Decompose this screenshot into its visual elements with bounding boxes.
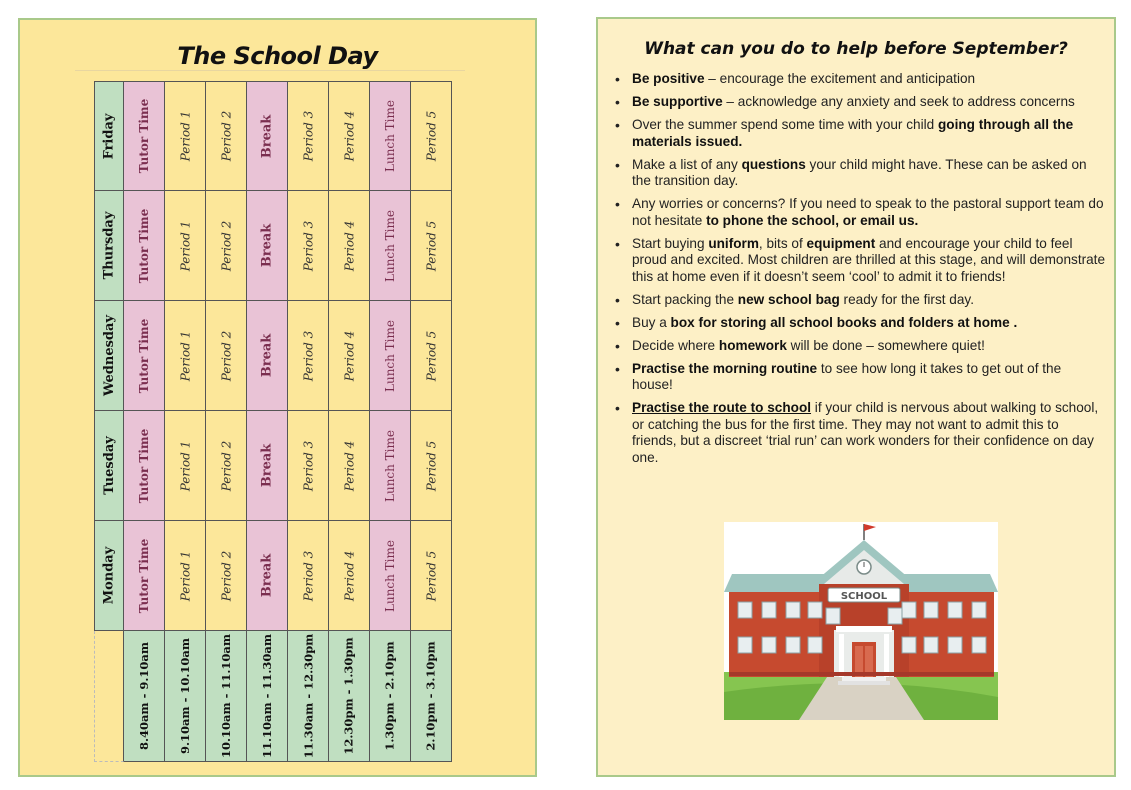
day-header-friday-label: Friday — [101, 113, 117, 159]
slot-cell-label: Lunch Time — [383, 429, 398, 502]
tip-text: Buy a — [632, 314, 671, 330]
tip-item — [615, 292, 1105, 309]
slot-cell — [288, 191, 329, 301]
tip-text: if your child is nervous about walking to school, or catching the bus for the first time. They may not want to admit this to friends, but a discreet ‘trial run’ can work wonders for their confidence on day one. — [632, 400, 1099, 465]
slot-cell-label: Period 5 — [424, 550, 439, 601]
tip-text: – encourage the excitement and anticipation — [704, 71, 976, 86]
slot-cell — [206, 81, 247, 191]
slot-cell-label: Period 2 — [219, 110, 234, 162]
slot-cell-label: Period 1 — [178, 330, 193, 381]
slot-cell-label: Period 1 — [178, 110, 193, 162]
slot-cell — [124, 411, 165, 521]
slot-cell — [288, 521, 329, 631]
tip-emphasis: questions — [741, 156, 806, 172]
slot-cell — [329, 81, 370, 191]
slot-cell — [247, 301, 288, 411]
time-label — [370, 631, 411, 762]
tip-text: will be done – somewhere quiet! — [786, 337, 985, 353]
tip-item — [615, 117, 1105, 150]
timetable-title: The School Day — [177, 42, 378, 70]
slot-cell-label: Period 3 — [301, 220, 316, 271]
day-header-monday — [94, 521, 124, 631]
slot-cell — [411, 521, 452, 631]
slot-cell-label: Period 5 — [424, 440, 439, 491]
tip-text: to see how long it takes to get out of the house! — [632, 360, 1062, 392]
slot-cell-label: Period 4 — [342, 330, 357, 381]
tip-text: and encourage your child to feel proud and excited. Most children are thrilled at this stage, and will demonstrate this at home even if it doesn’t seem ‘cool’ to admit it to friends! — [632, 235, 1106, 284]
slot-cell — [124, 301, 165, 411]
tips-title: What can you do to help before September? — [644, 39, 1068, 59]
tip-item — [615, 71, 1105, 88]
day-header-thursday-label: Thursday — [101, 211, 117, 280]
slot-cell-label: Period 2 — [219, 440, 234, 491]
day-header-tuesday — [94, 411, 124, 521]
slot-cell — [370, 81, 411, 191]
slot-cell-label: Lunch Time — [383, 539, 398, 612]
school-sign-text: SCHOOL — [840, 591, 888, 602]
slot-cell-label: Period 4 — [342, 440, 357, 491]
slot-cell-label: Lunch Time — [383, 319, 398, 392]
tip-text: your child might have. These can be asked on the transition day. — [632, 156, 1087, 188]
slot-cell — [288, 301, 329, 411]
slot-cell-label: Period 1 — [178, 440, 193, 491]
tip-item — [615, 338, 1105, 355]
time-label-label: 11.30am - 12.30pm — [301, 633, 316, 759]
slot-cell — [411, 411, 452, 521]
slot-cell — [206, 521, 247, 631]
day-header-thursday — [94, 191, 124, 301]
slot-cell-label: Period 3 — [301, 110, 316, 162]
slot-cell — [206, 191, 247, 301]
slot-cell-label: Period 1 — [178, 550, 193, 601]
slot-cell-label: Break — [259, 443, 275, 488]
time-label — [288, 631, 329, 762]
day-header-tuesday-label: Tuesday — [101, 436, 117, 495]
slot-cell-label: Break — [259, 553, 275, 598]
time-label — [329, 631, 370, 762]
slot-cell-label: Tutor Time — [137, 208, 152, 283]
slot-cell — [165, 191, 206, 301]
tip-emphasis: homework — [718, 337, 787, 353]
tip-text: Over the summer spend some time with your child — [632, 117, 938, 132]
time-label — [124, 631, 165, 762]
tip-text: – acknowledge any anxiety and seek to address concerns — [722, 94, 1075, 109]
school-building-illustration — [724, 522, 998, 720]
slot-cell-label: Period 4 — [342, 110, 357, 162]
slot-cell — [329, 411, 370, 521]
slot-cell — [370, 301, 411, 411]
slot-cell — [206, 411, 247, 521]
slot-cell-label: Tutor Time — [137, 428, 152, 503]
slot-cell-label: Period 5 — [424, 330, 439, 381]
tip-text: Decide where — [632, 337, 719, 353]
time-label — [206, 631, 247, 762]
slot-cell — [329, 301, 370, 411]
slot-cell — [247, 521, 288, 631]
title-divider — [75, 70, 465, 71]
tip-emphasis: new school bag — [737, 291, 840, 307]
slot-cell — [165, 521, 206, 631]
slot-cell-label: Lunch Time — [383, 99, 398, 173]
slot-cell — [124, 81, 165, 191]
slot-cell — [370, 521, 411, 631]
timetable-panel — [18, 18, 537, 777]
tip-item — [615, 196, 1105, 229]
slot-cell-label: Period 1 — [178, 220, 193, 271]
tip-item — [615, 94, 1105, 111]
tip-text: ready for the first day. — [839, 291, 974, 307]
tip-emphasis: uniform — [708, 235, 759, 251]
slot-cell-label: Tutor Time — [137, 538, 152, 613]
time-label-label: 10.10am - 11.10am — [219, 633, 234, 759]
slot-cell-label: Period 2 — [219, 220, 234, 271]
slot-cell-label: Period 3 — [301, 330, 316, 381]
slot-cell-label: Period 4 — [342, 220, 357, 271]
slot-cell-label: Period 3 — [301, 550, 316, 601]
tip-emphasis: box for storing all school books and folders at home . — [670, 314, 1018, 330]
slot-cell-label: Period 4 — [342, 550, 357, 601]
time-label-label: 9.10am - 10.10am — [178, 637, 193, 755]
timetable-grid — [94, 81, 452, 762]
slot-cell — [165, 301, 206, 411]
time-label-label: 12.30pm - 1.30pm — [342, 637, 356, 755]
slot-cell-label: Break — [259, 114, 275, 158]
slot-cell — [124, 191, 165, 301]
tip-emphasis: Be positive — [632, 71, 705, 86]
tips-list — [615, 71, 1105, 473]
tip-text: , bits of — [758, 235, 807, 251]
time-label-label: 1.30pm - 2.10pm — [383, 641, 397, 751]
slot-cell — [165, 411, 206, 521]
slot-cell — [370, 191, 411, 301]
slot-cell-label: Period 2 — [219, 550, 234, 601]
slot-cell-label: Period 3 — [301, 440, 316, 491]
slot-cell-label: Lunch Time — [383, 209, 398, 282]
timetable-corner — [94, 631, 124, 762]
slot-cell — [247, 191, 288, 301]
slot-cell — [165, 81, 206, 191]
day-header-wednesday — [94, 301, 124, 411]
slot-cell — [329, 521, 370, 631]
slot-cell-label: Tutor Time — [137, 318, 152, 393]
tip-item — [615, 157, 1105, 190]
tip-text: Start packing the — [632, 291, 738, 307]
tip-item — [615, 361, 1105, 394]
slot-cell — [411, 191, 452, 301]
slot-cell — [288, 411, 329, 521]
day-header-monday-label: Monday — [101, 546, 117, 605]
slot-cell — [247, 81, 288, 191]
slot-cell — [370, 411, 411, 521]
slot-cell — [411, 81, 452, 191]
tip-text: Any worries or concerns? If you need to speak to the pastoral support team do not hesitate — [632, 196, 1104, 228]
day-header-friday — [94, 81, 124, 191]
tip-emphasis: Practise the route to school — [632, 400, 812, 415]
day-header-wednesday-label: Wednesday — [101, 314, 117, 397]
tip-text: Make a list of any — [632, 156, 742, 172]
time-label — [411, 631, 452, 762]
tip-emphasis: going through all the materials issued. — [632, 117, 1074, 149]
slot-cell — [329, 191, 370, 301]
time-label-label: 2.10pm - 3.10pm — [424, 641, 438, 751]
slot-cell-label: Break — [259, 223, 275, 268]
slot-cell-label: Period 2 — [219, 330, 234, 381]
tip-emphasis: to phone the school, or email us. — [706, 212, 919, 228]
tip-emphasis: equipment — [806, 235, 876, 251]
slot-cell — [247, 411, 288, 521]
tip-item — [615, 236, 1105, 286]
time-label-label: 11.10am - 11.30am — [260, 633, 275, 759]
tip-item — [615, 400, 1105, 466]
slot-cell — [124, 521, 165, 631]
tip-text: Start buying — [632, 235, 709, 251]
tip-emphasis: Practise the morning routine — [632, 360, 818, 376]
tip-emphasis: Be supportive — [632, 94, 723, 109]
slot-cell-label: Period 5 — [424, 220, 439, 271]
slot-cell-label: Break — [259, 333, 275, 378]
time-label — [247, 631, 288, 762]
slot-cell — [411, 301, 452, 411]
slot-cell — [206, 301, 247, 411]
slot-cell-label: Period 5 — [424, 110, 439, 162]
tips-panel — [596, 17, 1116, 777]
slot-cell-label: Tutor Time — [137, 98, 152, 174]
time-label — [165, 631, 206, 762]
slot-cell — [288, 81, 329, 191]
time-label-label: 8.40am - 9.10am — [137, 641, 152, 751]
tip-item — [615, 315, 1105, 332]
